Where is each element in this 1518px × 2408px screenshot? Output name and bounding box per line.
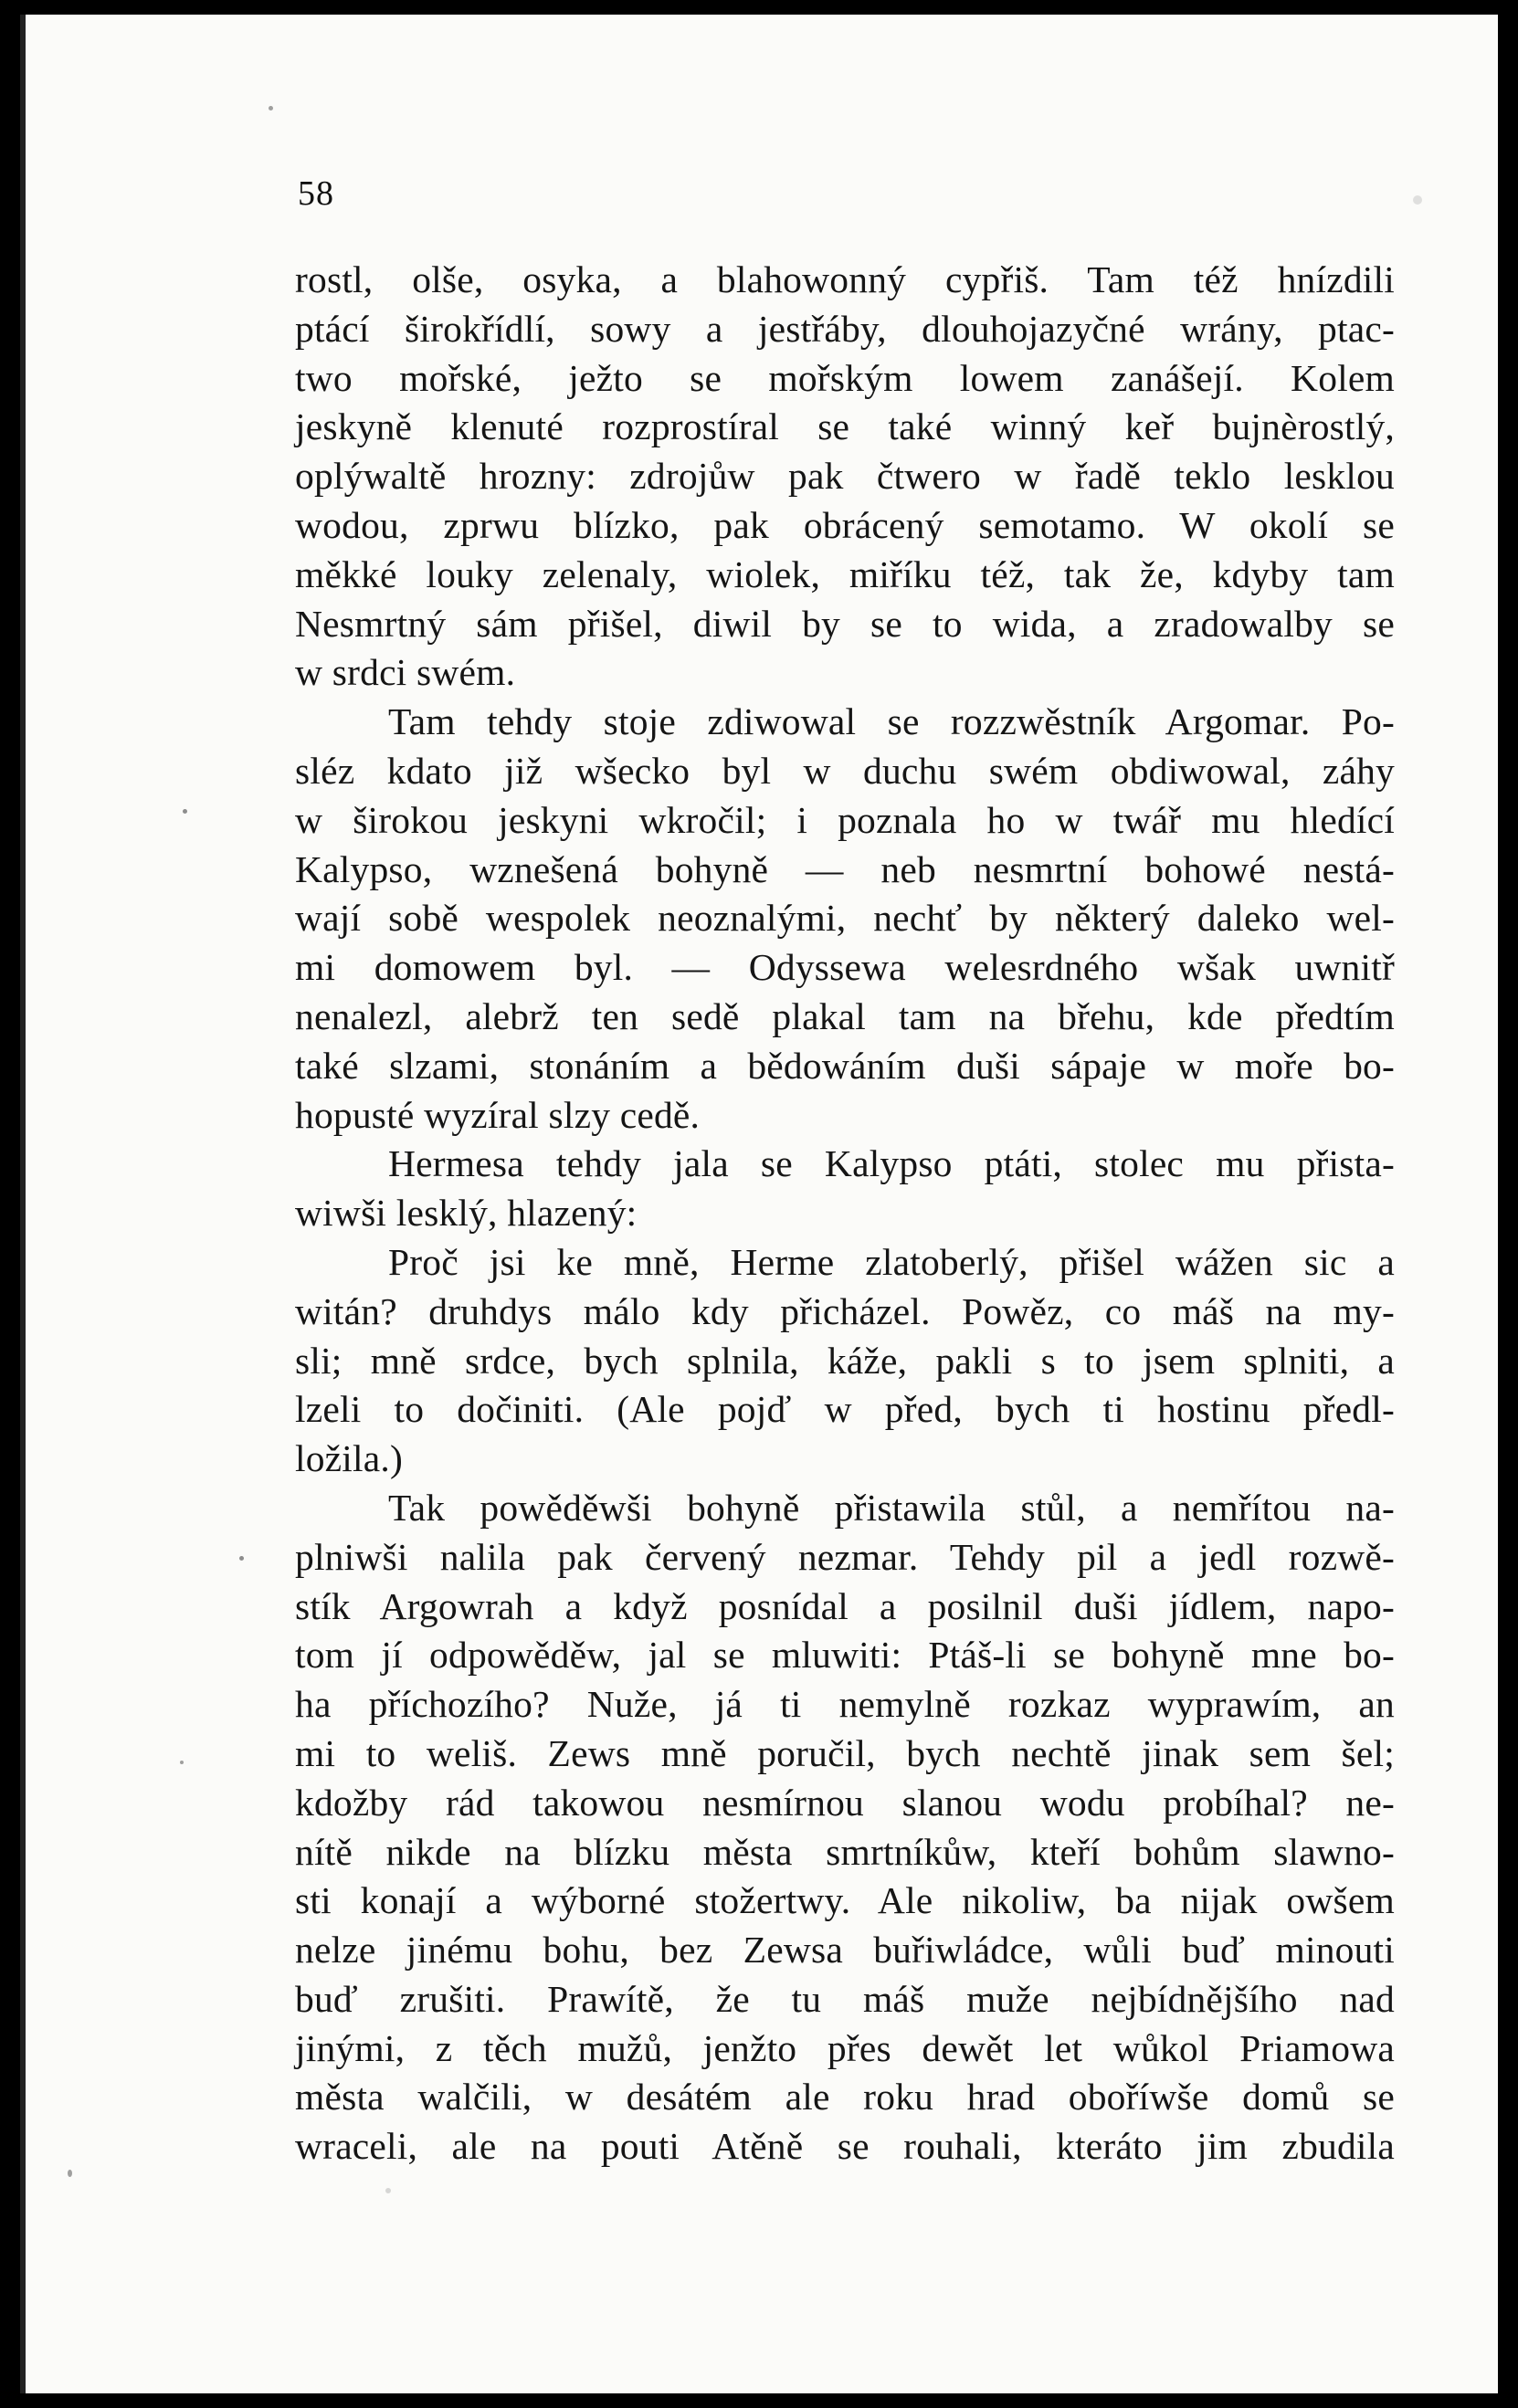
text-line: také slzami, stonáním a bědowáním duši sápaje w moře bo- — [295, 1044, 1395, 1087]
scan-speck — [180, 1761, 184, 1764]
text-line: wiwši lesklý, hlazený: — [295, 1192, 638, 1235]
page-edge-left — [20, 15, 26, 2393]
text-line: nítě nikde na blízku města smrtníkůw, kteří bohům slawno- — [295, 1830, 1395, 1873]
text-line: kdožby rád takowou nesmírnou slanou wodu probíhal? ne- — [295, 1781, 1395, 1824]
text-line: Tak powěděwši bohyně přistawila stůl, a nemřítou na- — [388, 1486, 1395, 1529]
book-page — [20, 15, 1498, 2393]
scan-speck — [385, 2188, 391, 2193]
text-line: měkké louky zelenaly, wiolek, miříku též, tak že, kdyby tam — [295, 552, 1395, 595]
body-text — [295, 256, 1395, 2171]
scan-speck — [239, 1556, 244, 1561]
text-line: sléz kdato již wšecko byl w duchu swém obdiwowal, záhy — [295, 749, 1395, 792]
scan-speck — [1413, 195, 1422, 205]
text-line: witán? druhdys málo kdy přicházel. Powěz, co máš na my- — [295, 1289, 1395, 1332]
text-line: two mořské, ježto se mořským lowem zanášejí. Kolem — [295, 356, 1395, 399]
text-line: buď zrušiti. Prawítě, že tu máš muže nejbídnějšího nad — [295, 1977, 1395, 2020]
text-line: Tam tehdy stoje zdiwowal se rozzwěstník Argomar. Po- — [388, 700, 1395, 743]
text-line: mi domowem byl. — Odyssewa welesrdného wšak uwnitř — [295, 946, 1395, 989]
text-line: wají sobě wespolek neoznalými, nechť by některý daleko wel- — [295, 897, 1395, 940]
text-line: ha příchozího? Nuže, já ti nemylně rozkaz wyprawím, an — [295, 1683, 1395, 1726]
text-line: Nesmrtný sám přišel, diwil by se to wida, a zradowalby se — [295, 602, 1395, 645]
page-number: 58 — [298, 174, 334, 213]
scan-speck — [68, 2170, 72, 2177]
scan-speck — [269, 106, 273, 110]
text-line: Proč jsi ke mně, Herme zlatoberlý, přišel wážen sic a — [388, 1240, 1395, 1283]
text-line: plniwši nalila pak červený nezmar. Tehdy pil a jedl rozwě- — [295, 1535, 1395, 1578]
text-line: ptácí širokřídlí, sowy a jestřáby, dlouhojazyčné wrány, ptac- — [295, 307, 1395, 350]
text-line: nelze jinému bohu, bez Zewsa buřiwládce, wůli buď minouti — [295, 1929, 1395, 1972]
text-line: sti konají a wýborné stožertwy. Ale nikoliw, ba nijak owšem — [295, 1879, 1395, 1922]
text-line: w srdci swém. — [295, 651, 516, 694]
text-line: oplýwaltě hrozny: zdrojůw pak čtwero w řadě teklo lesklou — [295, 455, 1395, 498]
scan-speck — [183, 809, 187, 814]
text-line: tom jí odpowěděw, jal se mluwiti: Ptáš-li se bohyně mne bo- — [295, 1634, 1395, 1677]
text-line: jinými, z těch mužů, jenžto přes dewět let wůkol Priamowa — [295, 2026, 1395, 2069]
text-line: ložila.) — [295, 1437, 403, 1480]
text-line: jeskyně klenuté rozprostíral se také winný keř bujnèrostlý, — [295, 405, 1395, 448]
text-line: wodou, zprwu blízko, pak obrácený semotamo. W okolí se — [295, 503, 1395, 546]
text-line: mi to weliš. Zews mně poručil, bych nechtě jinak sem šel; — [295, 1731, 1395, 1774]
text-line: sli; mně srdce, bych splnila, káže, pakli s to jsem splniti, a — [295, 1339, 1395, 1382]
text-line: Hermesa tehdy jala se Kalypso ptáti, stolec mu přista- — [388, 1142, 1395, 1185]
text-line: lzeli to dočiniti. (Ale pojď w před, bych ti hostinu předl- — [295, 1388, 1395, 1431]
text-line: města walčili, w desátém ale roku hrad oboříwše domů se — [295, 2076, 1395, 2119]
text-line: nenalezl, alebrž ten sedě plakal tam na břehu, kde předtím — [295, 994, 1395, 1037]
text-line: hopusté wyzíral slzy cedě. — [295, 1093, 701, 1136]
text-line: wraceli, ale na pouti Atěně se rouhali, kteráto jim zbudila — [295, 2125, 1395, 2168]
text-line: w širokou jeskyni wkročil; i poznala ho w twář mu hledící — [295, 798, 1395, 841]
text-line: stík Argowrah a když posnídal a posilnil duši jídlem, napo- — [295, 1584, 1395, 1627]
text-line: rostl, olše, osyka, a blahowonný cypřiš. Tam též hnízdili — [295, 258, 1395, 300]
text-line: Kalypso, wznešená bohyně — neb nesmrtní bohowé nestá- — [295, 847, 1395, 890]
